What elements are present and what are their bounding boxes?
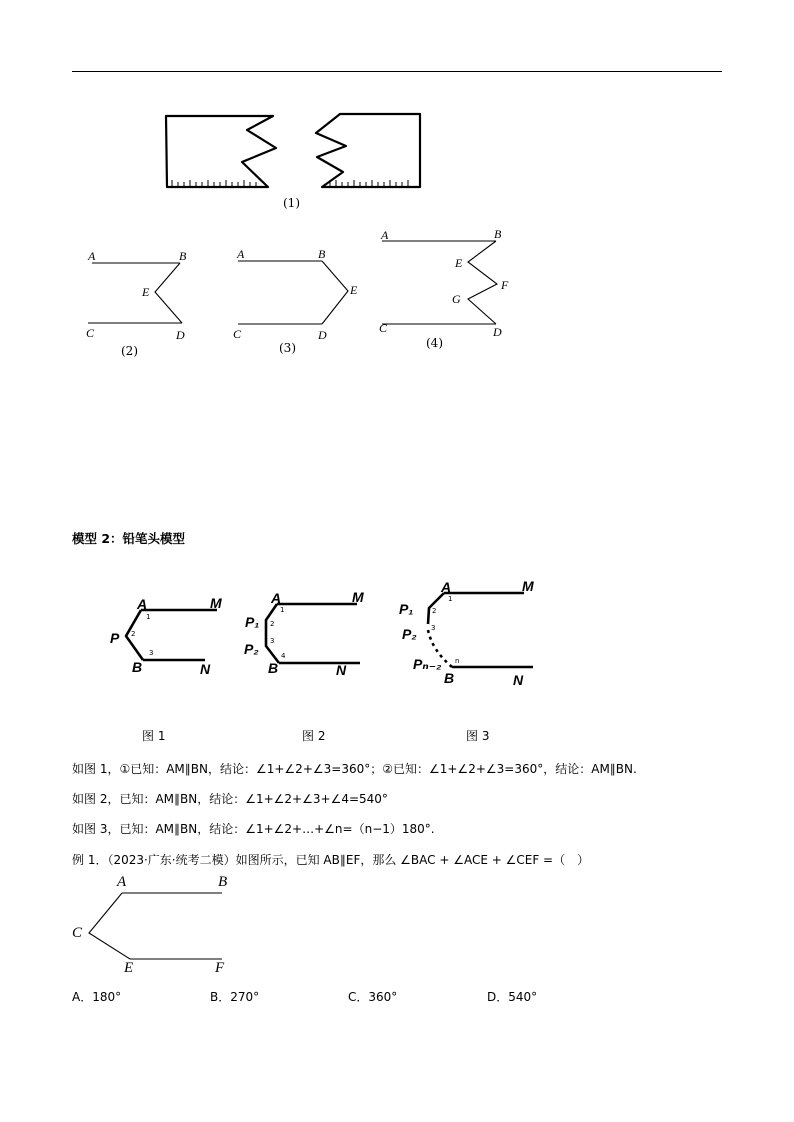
m2f2-angle-1: 1 [280,606,285,614]
fig3-label-c: C [233,327,242,341]
fig4-label-c: C [379,321,388,335]
model2-caption-3: 图 3 [466,729,490,743]
m2f3-angle-n: n [455,657,460,665]
m2f2-label-p2: P₂ [244,641,259,657]
m2f1-label-p: P [110,630,120,646]
m2f2-label-b: B [268,660,279,676]
caption-fig-4: (4) [426,336,443,350]
statement-2: 如图 2，已知：AM∥BN，结论：∠1+∠2+∠3+∠4=540° [72,792,388,806]
fig2-label-b: B [179,249,187,263]
option-a: A．180° [72,990,122,1004]
caption-fig-2: (2) [121,344,138,358]
fig3-label-d: D [318,328,327,342]
m2f3-angle-1: 1 [448,595,453,603]
caption-fig-3: (3) [279,341,296,355]
fig2-label-a: A [88,249,96,263]
m2f1-label-a: A [137,596,148,612]
fig3-label-a: A [237,247,245,261]
m2f3-label-n: N [513,672,524,688]
m2f2-label-p1: P₁ [245,614,260,630]
m2f2-angle-2: 2 [270,620,275,628]
option-d: D．540° [487,990,538,1004]
ex1-label-f: F [215,960,225,976]
model2-caption-1: 图 1 [142,729,166,743]
ex1-label-c: C [72,925,83,941]
caption-fig-1: (1) [283,196,300,210]
m2f1-label-b: B [132,659,143,675]
m2f3-label-p2: P₂ [402,626,417,642]
fig3-label-e: E [350,283,358,297]
fig2-label-d: D [176,328,185,342]
fig4-label-d: D [493,325,502,339]
statement-1: 如图 1，①已知：AM∥BN，结论：∠1+∠2+∠3=360°；②已知：∠1+∠2+∠3=360°，结论：AM∥BN. [72,762,637,776]
m2f1-label-n: N [200,661,211,677]
fig2-label-e: E [142,285,150,299]
m2f1-angle-2: 2 [131,630,136,638]
model2-caption-2: 图 2 [302,729,326,743]
example-1-question: 例 1．（2023·广东·统考二模）如图所示，已知 AB∥EF，那么 ∠BAC + ∠ACE + ∠CEF =（ ） [72,853,590,867]
m2f2-label-m: M [352,589,364,605]
m2f3-angle-2: 2 [432,607,437,615]
section-title: 模型 2：铅笔头模型 [72,531,186,546]
ex1-label-b: B [218,874,228,890]
m2f3-angle-3: 3 [431,624,436,632]
ex1-label-e: E [124,960,134,976]
fig4-label-e: E [455,256,463,270]
fig4-label-b: B [494,227,502,241]
m2f3-label-a: A [441,579,452,595]
m2f3-label-m: M [522,578,534,594]
fig4-label-a: A [381,228,389,242]
fig2-label-c: C [86,326,95,340]
fig3-label-b: B [318,247,326,261]
option-b: B．270° [210,990,260,1004]
m2f2-label-n: N [336,662,347,678]
fig4-label-f: F [501,278,509,292]
fig4-label-g: G [452,292,461,306]
statement-3: 如图 3，已知：AM∥BN，结论：∠1+∠2+…+∠n=（n−1）180°. [72,822,435,836]
m2f3-label-p1: P₁ [399,601,414,617]
m2f1-angle-3: 3 [149,649,154,657]
m2f2-angle-4: 4 [281,652,286,660]
m2f3-label-b: B [444,670,455,686]
m2f2-angle-3: 3 [270,637,275,645]
m2f2-label-a: A [271,590,282,606]
option-c: C．360° [348,990,398,1004]
m2f1-label-m: M [210,595,222,611]
ex1-label-a: A [117,874,127,890]
m2f3-label-pn2: Pₙ₋₂ [413,656,442,672]
m2f1-angle-1: 1 [146,613,151,621]
